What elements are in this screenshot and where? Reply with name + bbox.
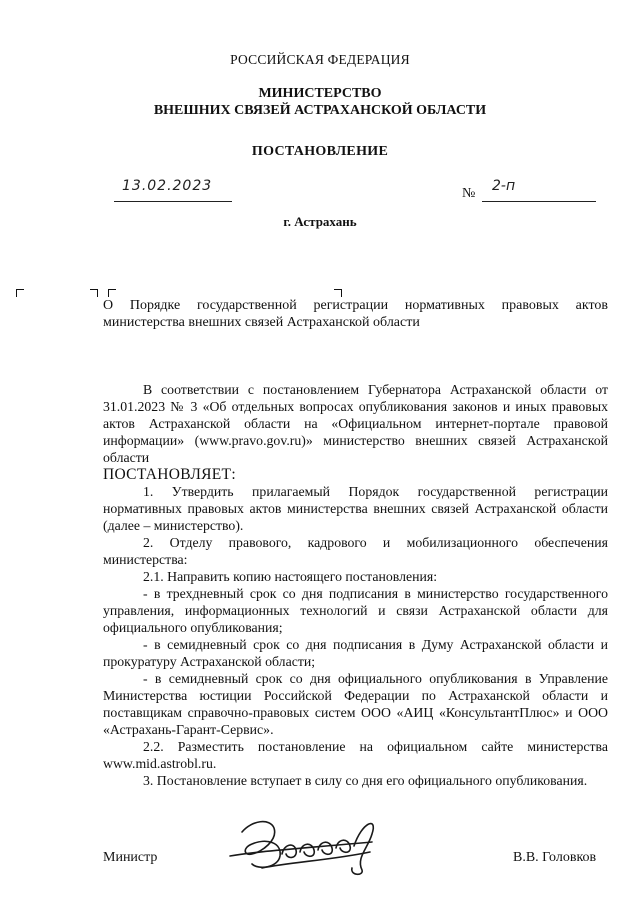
corner-mark-left xyxy=(16,289,24,297)
ministry-line-1: МИНИСТЕРСТВО xyxy=(258,86,382,101)
document-number: 2-п xyxy=(492,178,516,194)
item-2: 2. Отделу правового, кадрового и мобилизационного обеспечения министерства: xyxy=(103,535,608,567)
item-2-1-b: - в семидневный срок со дня подписания в Думу Астраханской области и прокуратуру Астраханской области; xyxy=(103,637,608,669)
signatory-role: Министр xyxy=(103,850,158,865)
ministry-heading xyxy=(0,85,640,119)
item-1: 1. Утвердить прилагаемый Порядок государственной регистрации нормативных правовых актов министерства внешних связей Астраханской области (далее – министерство). xyxy=(103,484,608,533)
document-body xyxy=(103,381,608,789)
document-date: 13.02.2023 xyxy=(122,178,213,194)
date-underline xyxy=(114,201,232,202)
item-2-1-c: - в семидневный срок со дня официального опубликования в Управление Министерства юстиции Российской Федерации по Астраханской области и поставщикам справочно-правовых систем ООО «АИЦ «КонсультантПлюс» и ООО «Астрахань-Гарант-Сервис». xyxy=(103,671,608,737)
item-3: 3. Постановление вступает в силу со дня его официального опубликования. xyxy=(143,773,588,788)
handwritten-signature xyxy=(222,812,392,882)
country-heading: РОССИЙСКАЯ ФЕДЕРАЦИЯ xyxy=(230,52,410,67)
document-type: ПОСТАНОВЛЕНИЕ xyxy=(251,144,389,159)
item-2-2: 2.2. Разместить постановление на официальном сайте министерства www.mid.astrobl.ru. xyxy=(103,739,608,771)
ministry-line-2: ВНЕШНИХ СВЯЗЕЙ АСТРАХАНСКОЙ ОБЛАСТИ xyxy=(153,103,487,118)
corner-mark-inner-right xyxy=(90,289,98,297)
decree-word: ПОСТАНОВЛЯЕТ: xyxy=(103,466,236,483)
corner-mark-subject-left xyxy=(108,289,116,297)
number-label: № xyxy=(462,186,476,201)
item-2-1-a: - в трехдневный срок со дня подписания в министерство государственного управления, информационных технологий и связи Астраханской области для официального опубликования; xyxy=(103,586,608,635)
city: г. Астрахань xyxy=(283,214,357,229)
preamble: В соответствии с постановлением Губернатора Астраханской области от 31.01.2023 № 3 «Об отдельных вопросах опубликования законов и иных правовых актов Астраханской области на «Официальном интернет-портале правовой информации» (www.pravo.gov.ru)» министерство внешних связей Астраханской области xyxy=(103,382,608,465)
number-underline xyxy=(482,201,596,202)
document-subject: О Порядке государственной регистрации нормативных правовых актов министерства внешних связей Астраханской области xyxy=(103,298,608,330)
signatory-name: В.В. Головков xyxy=(513,850,597,865)
item-2-1: 2.1. Направить копию настоящего постановления: xyxy=(143,569,438,584)
corner-mark-subject-right xyxy=(334,289,342,297)
